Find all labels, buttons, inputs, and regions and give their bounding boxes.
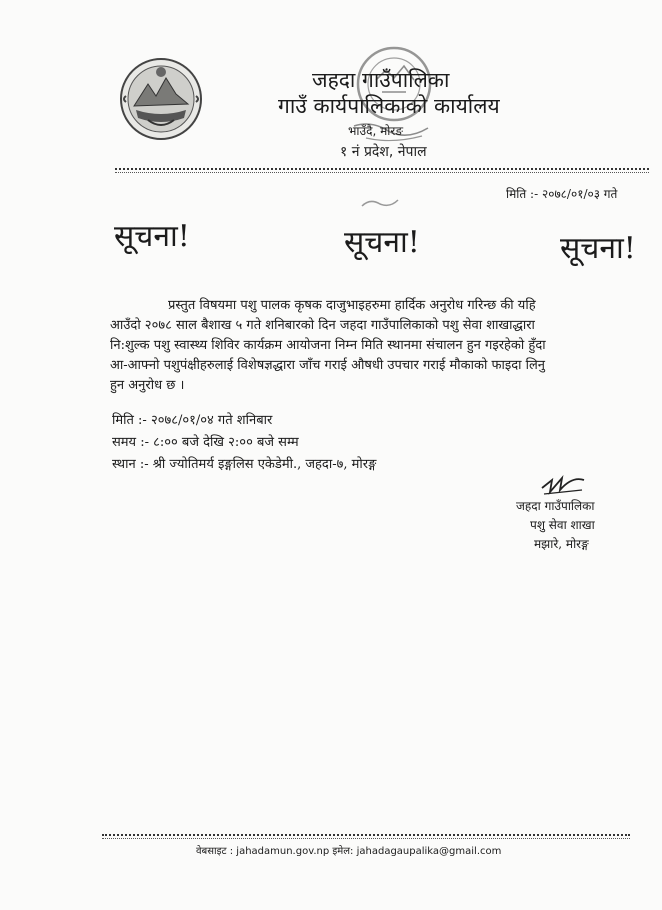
org-name: जहदा गाउँपालिका [312, 68, 450, 92]
stamp-smudge-icon [360, 196, 400, 210]
body-line-3: नि:शुल्क पशु स्वास्थ्य शिविर कार्यक्रम आयोजना निम्न मिति स्थानमा संचालन हुन गइरहेको हुँदा [110, 338, 546, 353]
header-divider-secondary [115, 172, 649, 173]
signature-icon [538, 470, 588, 496]
footer-divider-secondary [102, 838, 630, 839]
issue-date: मिति :- २०७८/०१/०३ गते [506, 187, 618, 201]
signatory-branch: पशु सेवा शाखा [530, 518, 595, 532]
province-label: १ नं प्रदेश, नेपाल [340, 144, 427, 160]
office-location: भाउँदै, मोरङ [348, 124, 403, 138]
notice-heading-center: सूचना! [344, 225, 420, 260]
office-name: गाउँ कार्यपालिकाको कार्यालय [278, 94, 500, 118]
event-place: स्थान :- श्री ज्योतिमर्य इङ्गलिस एकेडेमी., जहदा-७, मोरङ्ग [112, 457, 377, 472]
footer-divider [102, 834, 630, 836]
notice-heading-right: सूचना! [560, 231, 636, 266]
signatory-location: मझारे, मोरङ्ग [534, 537, 589, 551]
footer-contact: वेबसाइट : jahadamun.gov.np इमेल: jahadagaupalika@gmail.com [196, 846, 502, 857]
body-line-4: आ-आफ्नो पशुपंक्षीहरुलाई विशेषज्ञद्धारा जाँच गराई औषधी उपचार गराई मौकाको फाइदा लिनु [110, 358, 546, 373]
body-line-5: हुन अनुरोध छ । [110, 378, 185, 393]
nepal-emblem-icon [118, 56, 204, 142]
notice-heading-left: सूचना! [114, 219, 190, 254]
body-line-1: प्रस्तुत विषयमा पशु पालक कृषक दाजुभाइहरुमा हार्दिक अनुरोध गरिन्छ की यहि [168, 298, 536, 313]
header-divider [115, 168, 649, 170]
event-time: समय :- ८:०० बजे देखि २:०० बजे सम्म [112, 435, 299, 450]
event-date: मिति :- २०७८/०१/०४ गते शनिबार [112, 413, 273, 428]
signatory-org: जहदा गाउँपालिका [516, 499, 595, 513]
notice-body [110, 296, 644, 396]
body-line-2: आउँदो २०७८ साल बैशाख ५ गते शनिबारको दिन जहदा गाउँपालिकाको पशु सेवा शाखाद्धारा [110, 318, 535, 333]
